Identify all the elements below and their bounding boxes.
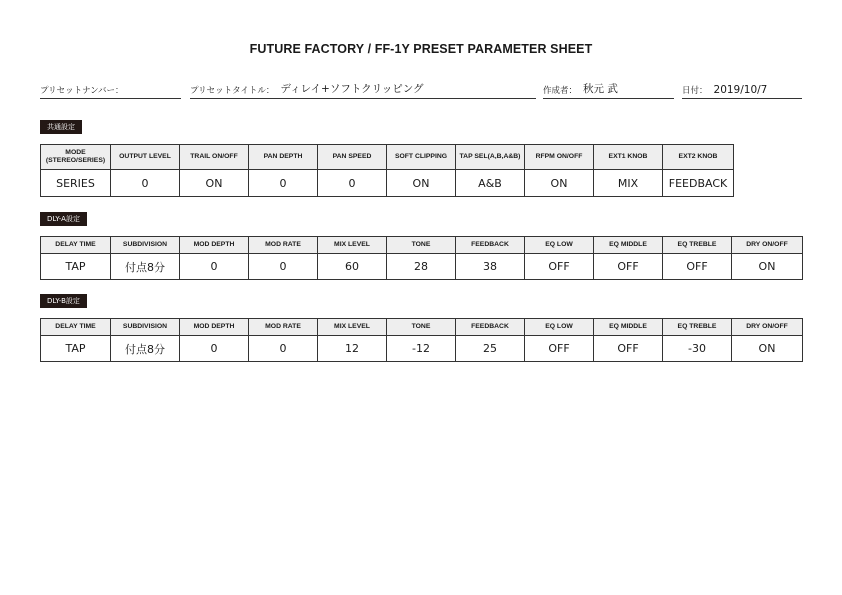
value-cell[interactable]: TAP	[41, 254, 111, 280]
header-cell: EQ TREBLE	[663, 319, 732, 336]
header-cell: MOD DEPTH	[180, 237, 249, 254]
value-cell[interactable]: 60	[318, 254, 387, 280]
preset-info-row	[0, 80, 842, 100]
author-field[interactable]	[543, 80, 674, 99]
preset-title-field[interactable]	[190, 80, 536, 99]
date-label: 日付：	[682, 86, 708, 96]
dly-a-settings-table	[40, 236, 803, 280]
value-cell[interactable]: OFF	[525, 254, 594, 280]
header-cell: DELAY TIME	[41, 319, 111, 336]
header-cell: EQ LOW	[525, 237, 594, 254]
preset-number-label: プリセットナンバー：	[40, 86, 124, 96]
dly-b-settings-label: DLY-B設定	[40, 294, 87, 308]
value-cell[interactable]: 0	[180, 336, 249, 362]
header-cell: EQ LOW	[525, 319, 594, 336]
header-cell: FEEDBACK	[456, 237, 525, 254]
value-cell[interactable]: MIX	[594, 170, 663, 197]
header-cell: PAN SPEED	[318, 145, 387, 170]
value-cell[interactable]: 0	[249, 336, 318, 362]
value-cell[interactable]: 0	[249, 254, 318, 280]
dly-a-settings-label: DLY-A設定	[40, 212, 87, 226]
header-cell: MOD RATE	[249, 237, 318, 254]
header-cell: MODE (STEREO/SERIES)	[41, 145, 111, 170]
header-cell: SOFT CLIPPING	[387, 145, 456, 170]
preset-number-field[interactable]	[40, 80, 181, 99]
value-cell[interactable]: 12	[318, 336, 387, 362]
date-value: 2019/10/7	[713, 84, 768, 96]
value-cell[interactable]: ON	[732, 254, 803, 280]
table-row	[41, 254, 803, 280]
value-cell[interactable]: 38	[456, 254, 525, 280]
value-cell[interactable]: 付点8分	[111, 254, 180, 280]
table-row	[41, 336, 803, 362]
header-cell: MIX LEVEL	[318, 237, 387, 254]
value-cell[interactable]: SERIES	[41, 170, 111, 197]
table-header-row	[41, 237, 803, 254]
value-cell[interactable]: 0	[111, 170, 180, 197]
value-cell[interactable]: OFF	[594, 254, 663, 280]
value-cell[interactable]: ON	[387, 170, 456, 197]
value-cell[interactable]: 0	[180, 254, 249, 280]
header-cell: DELAY TIME	[41, 237, 111, 254]
header-cell: TRAIL ON/OFF	[180, 145, 249, 170]
value-cell[interactable]: A&B	[456, 170, 525, 197]
header-cell: TONE	[387, 237, 456, 254]
value-cell[interactable]: FEEDBACK	[663, 170, 734, 197]
table-header-row	[41, 319, 803, 336]
header-cell: EXT1 KNOB	[594, 145, 663, 170]
value-cell[interactable]: 付点8分	[111, 336, 180, 362]
value-cell[interactable]: 28	[387, 254, 456, 280]
dly-b-settings-table	[40, 318, 803, 362]
date-field[interactable]	[682, 80, 802, 99]
author-value: 秋元 武	[583, 83, 618, 95]
value-cell[interactable]: OFF	[594, 336, 663, 362]
value-cell[interactable]: ON	[525, 170, 594, 197]
header-cell: RFPM ON/OFF	[525, 145, 594, 170]
header-cell: EXT2 KNOB	[663, 145, 734, 170]
header-cell: TAP SEL(A,B,A&B)	[456, 145, 525, 170]
value-cell[interactable]: 25	[456, 336, 525, 362]
header-cell: EQ TREBLE	[663, 237, 732, 254]
header-cell: OUTPUT LEVEL	[111, 145, 180, 170]
value-cell[interactable]: OFF	[663, 254, 732, 280]
common-settings-table	[40, 144, 734, 197]
value-cell[interactable]: ON	[732, 336, 803, 362]
header-cell: FEEDBACK	[456, 319, 525, 336]
header-cell: PAN DEPTH	[249, 145, 318, 170]
header-cell: SUBDIVISION	[111, 319, 180, 336]
table-header-row	[41, 145, 734, 170]
header-cell: MOD DEPTH	[180, 319, 249, 336]
header-cell: TONE	[387, 319, 456, 336]
header-cell: MOD RATE	[249, 319, 318, 336]
value-cell[interactable]: ON	[180, 170, 249, 197]
value-cell[interactable]: -12	[387, 336, 456, 362]
sheet-title: FUTURE FACTORY / FF-1Y PRESET PARAMETER SHEET	[249, 42, 593, 56]
header-cell: DRY ON/OFF	[732, 319, 803, 336]
preset-title-value: ディレイ+ソフトクリッピング	[280, 83, 424, 95]
table-row	[41, 170, 734, 197]
value-cell[interactable]: 0	[318, 170, 387, 197]
header-cell: EQ MIDDLE	[594, 319, 663, 336]
value-cell[interactable]: OFF	[525, 336, 594, 362]
value-cell[interactable]: -30	[663, 336, 732, 362]
header-cell: EQ MIDDLE	[594, 237, 663, 254]
value-cell[interactable]: TAP	[41, 336, 111, 362]
value-cell[interactable]: 0	[249, 170, 318, 197]
header-cell: DRY ON/OFF	[732, 237, 803, 254]
header-cell: MIX LEVEL	[318, 319, 387, 336]
author-label: 作成者：	[543, 86, 578, 96]
preset-title-label: プリセットタイトル：	[190, 86, 275, 96]
header-cell: SUBDIVISION	[111, 237, 180, 254]
common-settings-label: 共通設定	[40, 120, 82, 134]
